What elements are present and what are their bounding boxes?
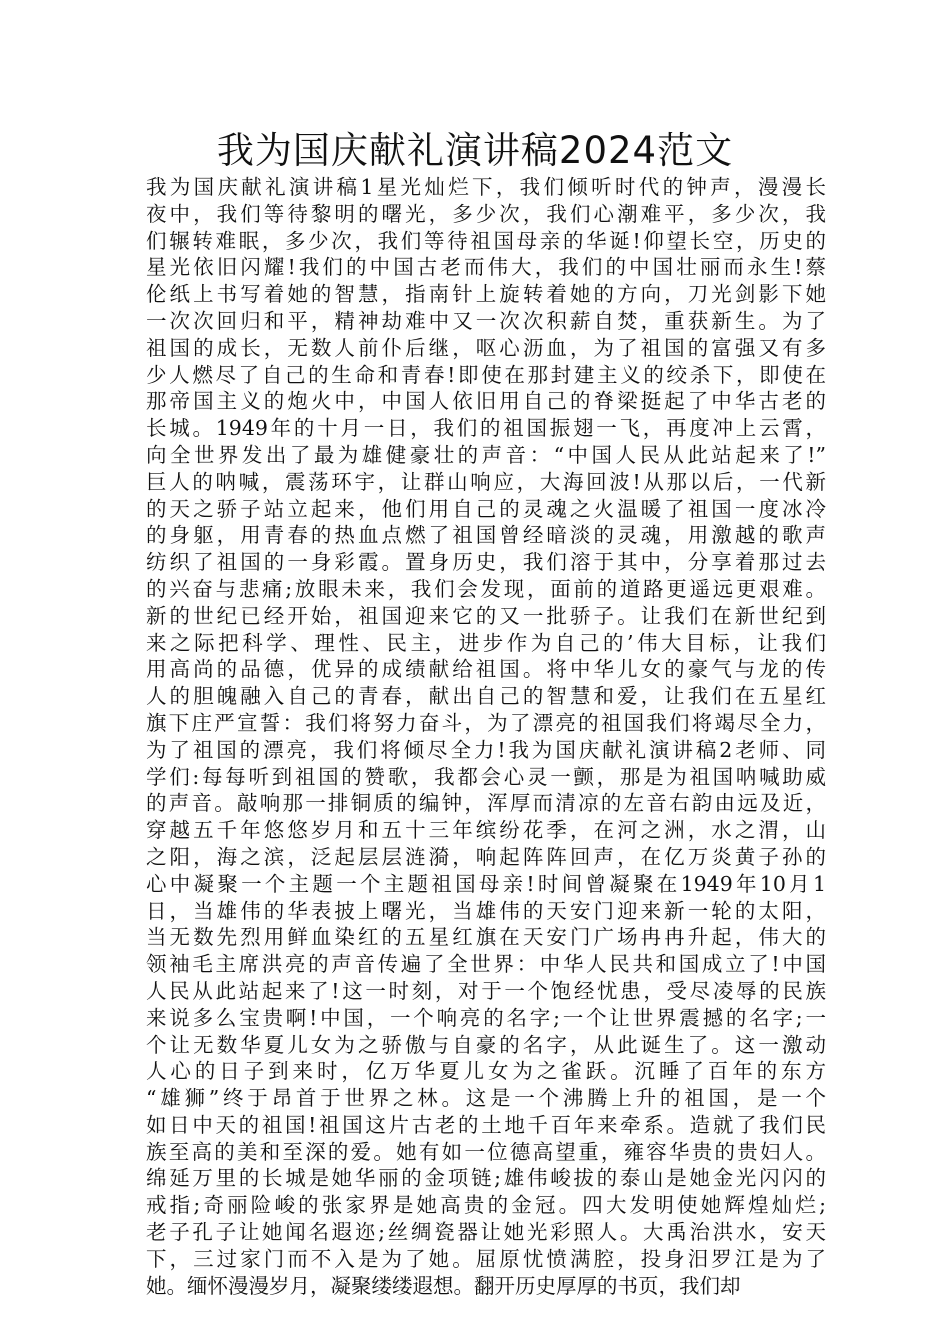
body-text-line: 当无数先烈用鲜血染红的五星红旗在天安门广场冉冉升起，伟大的 [146,925,826,950]
body-text-line: 来之际把科学、理性、民主，进步作为自己的’伟大目标，让我们 [146,630,826,655]
body-text-line: 们辗转难眠，多少次，我们等待祖国母亲的华诞!仰望长空，历史的 [146,228,826,253]
body-text-line: 她。缅怀漫漫岁月，凝聚缕缕遐想。翻开历史厚厚的书页，我们却 [146,1273,741,1298]
body-text-line: 绵延万里的长城是她华丽的金项链;雄伟峻拔的泰山是她金光闪闪的 [146,1166,826,1191]
body-text-line: 戒指;奇丽险峻的张家界是她高贵的金冠。四大发明使她辉煌灿烂; [146,1193,826,1218]
body-text-line: 少人燃尽了自己的生命和青春!即使在那封建主义的绞杀下，即使在 [146,362,826,387]
document-body [146,174,826,1299]
body-text-line: 用高尚的品德，优异的成绩献给祖国。将中华儿女的豪气与龙的传 [146,657,826,682]
body-text-line: 学们:每每听到祖国的赞歌，我都会心灵一颤，那是为祖国呐喊助威 [146,764,826,789]
body-text-line: 旗下庄严宣誓：我们将努力奋斗，为了漂亮的祖国我们将竭尽全力， [146,710,826,735]
body-text-line: 人心的日子到来时，亿万华夏儿女为之雀跃。沉睡了百年的东方 [146,1059,826,1084]
body-text-line: 的天之骄子站立起来，他们用自己的灵魂之火温暖了祖国一度冰冷 [146,496,826,521]
body-text-line: 穿越五千年悠悠岁月和五十三年缤纷花季，在河之洲，水之渭，山 [146,818,826,843]
body-text-line: 族至高的美和至深的爱。她有如一位德高望重，雍容华贵的贵妇人。 [146,1139,826,1164]
body-text-line: 伦纸上书写着她的智慧，指南针上旋转着她的方向，刀光剑影下她 [146,282,826,307]
body-text-line: 之阳，海之滨，泛起层层涟漪，响起阵阵回声，在亿万炎黄子孙的 [146,844,826,869]
body-text-line: 来说多么宝贵啊!中国，一个响亮的名字;一个让世界震撼的名字;一 [146,1005,826,1030]
body-text-line: 的声音。敲响那一排铜质的编钟，浑厚而清凉的左音右韵由远及近， [146,791,826,816]
body-text-line: 的身躯，用青春的热血点燃了祖国曾经暗淡的灵魂，用激越的歌声 [146,523,826,548]
body-text-line: 日，当雄伟的华表披上曙光，当雄伟的天安门迎来新一轮的太阳， [146,898,826,923]
body-text-line: “雄狮”终于昂首于世界之林。这是一个沸腾上升的祖国，是一个 [146,1086,826,1111]
body-text-line: 心中凝聚一个主题一个主题祖国母亲!时间曾凝聚在1949年10月1 [146,871,826,896]
body-text-line: 人的胆魄融入自己的青春，献出自己的智慧和爱，让我们在五星红 [146,684,826,709]
body-text-line: 夜中，我们等待黎明的曙光，多少次，我们心潮难平，多少次，我 [146,201,826,226]
body-text-line: 我为国庆献礼演讲稿1星光灿烂下，我们倾听时代的钟声，漫漫长 [146,175,826,199]
body-text-line: 长城。1949年的十月一日，我们的祖国振翅一飞，再度冲上云霄， [146,416,826,441]
body-text-line: 向全世界发出了最为雄健豪壮的声音：“中国人民从此站起来了!” [146,442,826,467]
document-title: 我为国庆献礼演讲稿2024范文 [216,129,734,172]
body-text-line: 人民从此站起来了!这一时刻，对于一个饱经忧患，受尽凌辱的民族 [146,978,826,1003]
body-text-line: 纺织了祖国的一身彩霞。置身历史，我们溶于其中，分享着那过去 [146,550,826,575]
body-text-line: 的兴奋与悲痛;放眼未来，我们会发现，面前的道路更遥远更艰难。 [146,576,826,601]
body-text-line: 祖国的成长，无数人前仆后继，呕心沥血，为了祖国的富强又有多 [146,335,826,360]
body-text-line: 下，三过家门而不入是为了她。屈原忧愤满腔，投身汨罗江是为了 [146,1246,826,1271]
body-text-line: 领袖毛主席洪亮的声音传遍了全世界：中华人民共和国成立了!中国 [146,952,826,977]
body-text-line: 个让无数华夏儿女为之骄傲与自豪的名字，从此诞生了。这一激动 [146,1032,826,1057]
body-text-line: 那帝国主义的炮火中，中国人依旧用自己的脊梁挺起了中华古老的 [146,389,826,414]
body-text-line: 星光依旧闪耀!我们的中国古老而伟大，我们的中国壮丽而永生!蔡 [146,255,826,280]
body-text-line: 如日中天的祖国!祖国这片古老的土地千百年来牵系。造就了我们民 [146,1112,826,1137]
body-text-line: 巨人的呐喊，震荡环宇，让群山响应，大海回波!从那以后，一代新 [146,469,826,494]
body-text-line: 老子孔子让她闻名遐迩;丝绸瓷器让她光彩照人。大禹治洪水，安天 [146,1220,826,1245]
body-text-line: 新的世纪已经开始，祖国迎来它的又一批骄子。让我们在新世纪到 [146,603,826,628]
body-text-line: 为了祖国的漂亮，我们将倾尽全力!我为国庆献礼演讲稿2老师、同 [146,737,826,762]
body-text-line: 一次次回归和平，精神劫难中又一次次积薪自焚，重获新生。为了 [146,308,826,333]
